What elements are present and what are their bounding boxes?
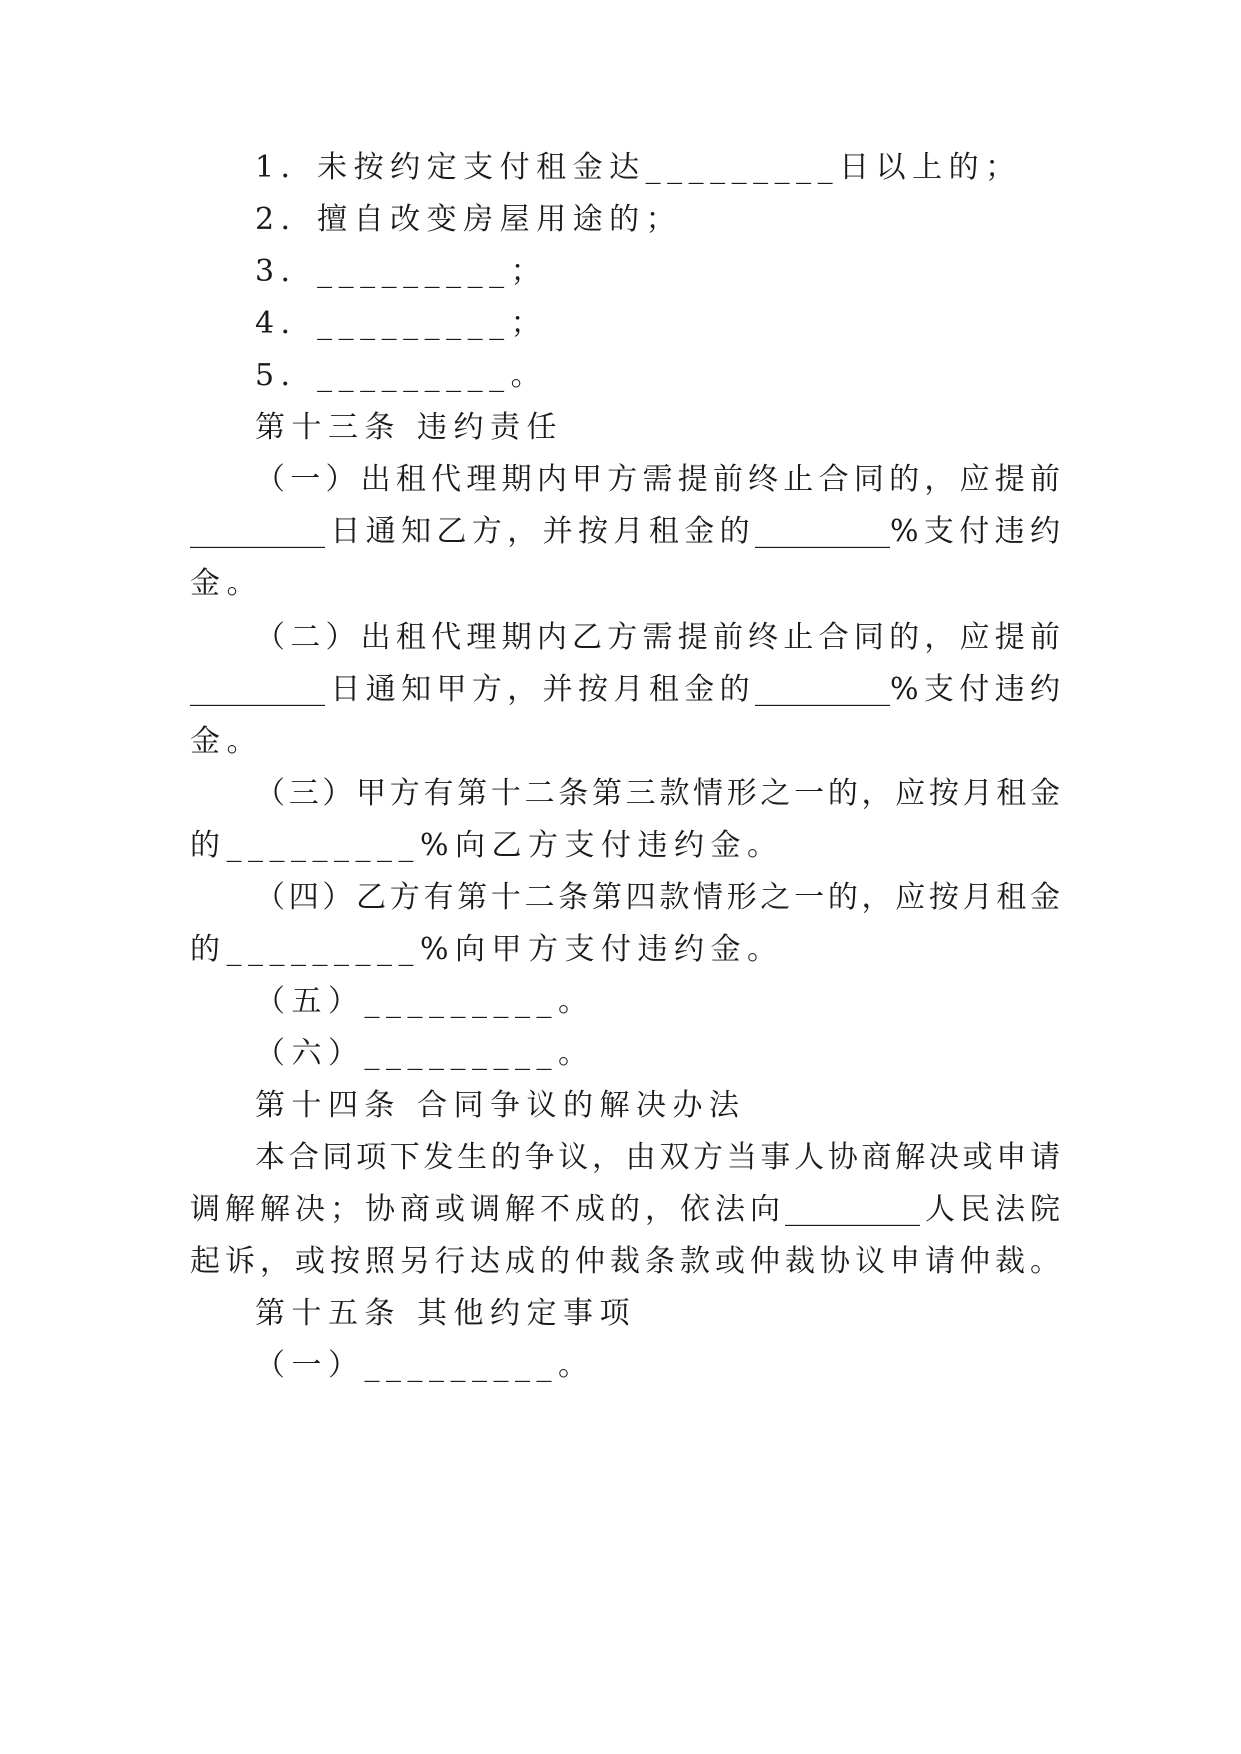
article-13-para-6: （六）_________。	[255, 1036, 595, 1071]
article-13-para-4-line-2: 的_________%向甲方支付违约金。	[190, 932, 784, 967]
article-13-para-5: （五）_________。	[255, 984, 595, 1019]
article-15-para-1: （一）_________。	[255, 1348, 595, 1383]
article-13-para-1-line-1: （一）出租代理期内甲方需提前终止合同的，应提前	[255, 462, 1060, 497]
clause-12-item-4: 4．_________；	[255, 306, 548, 341]
article-14-para-line-3: 起诉，或按照另行达成的仲裁条款或仲裁协议申请仲裁。	[190, 1244, 1060, 1279]
article-13-heading: 第十三条 违约责任	[255, 410, 564, 445]
clause-12-item-5: 5．_________。	[255, 358, 548, 393]
clause-12-item-2: 2．擅自改变房屋用途的；	[255, 202, 683, 237]
article-15-heading: 第十五条 其他约定事项	[255, 1296, 637, 1331]
article-13-para-3-line-1: （三）甲方有第十二条第三款情形之一的，应按月租金	[255, 776, 1060, 811]
article-13-para-2-line-3: 金。	[190, 724, 263, 759]
article-13-para-2-line-2: _________日通知甲方，并按月租金的_________%支付违约	[190, 672, 1060, 707]
article-14-para-line-1: 本合同项下发生的争议，由双方当事人协商解决或申请	[255, 1140, 1060, 1175]
article-13-para-3-line-2: 的_________%向乙方支付违约金。	[190, 828, 784, 863]
clause-12-item-3: 3．_________；	[255, 254, 548, 289]
article-14-heading: 第十四条 合同争议的解决办法	[255, 1088, 746, 1123]
article-14-para-line-2: 调解解决；协商或调解不成的，依法向_________人民法院	[190, 1192, 1060, 1227]
article-13-para-2-line-1: （二）出租代理期内乙方需提前终止合同的，应提前	[255, 620, 1060, 655]
clause-12-item-1: 1．未按约定支付租金达_________日以上的；	[255, 150, 1022, 185]
article-13-para-1-line-2: _________日通知乙方，并按月租金的_________%支付违约	[190, 514, 1060, 549]
article-13-para-1-line-3: 金。	[190, 566, 263, 601]
article-13-para-4-line-1: （四）乙方有第十二条第四款情形之一的，应按月租金	[255, 880, 1060, 915]
